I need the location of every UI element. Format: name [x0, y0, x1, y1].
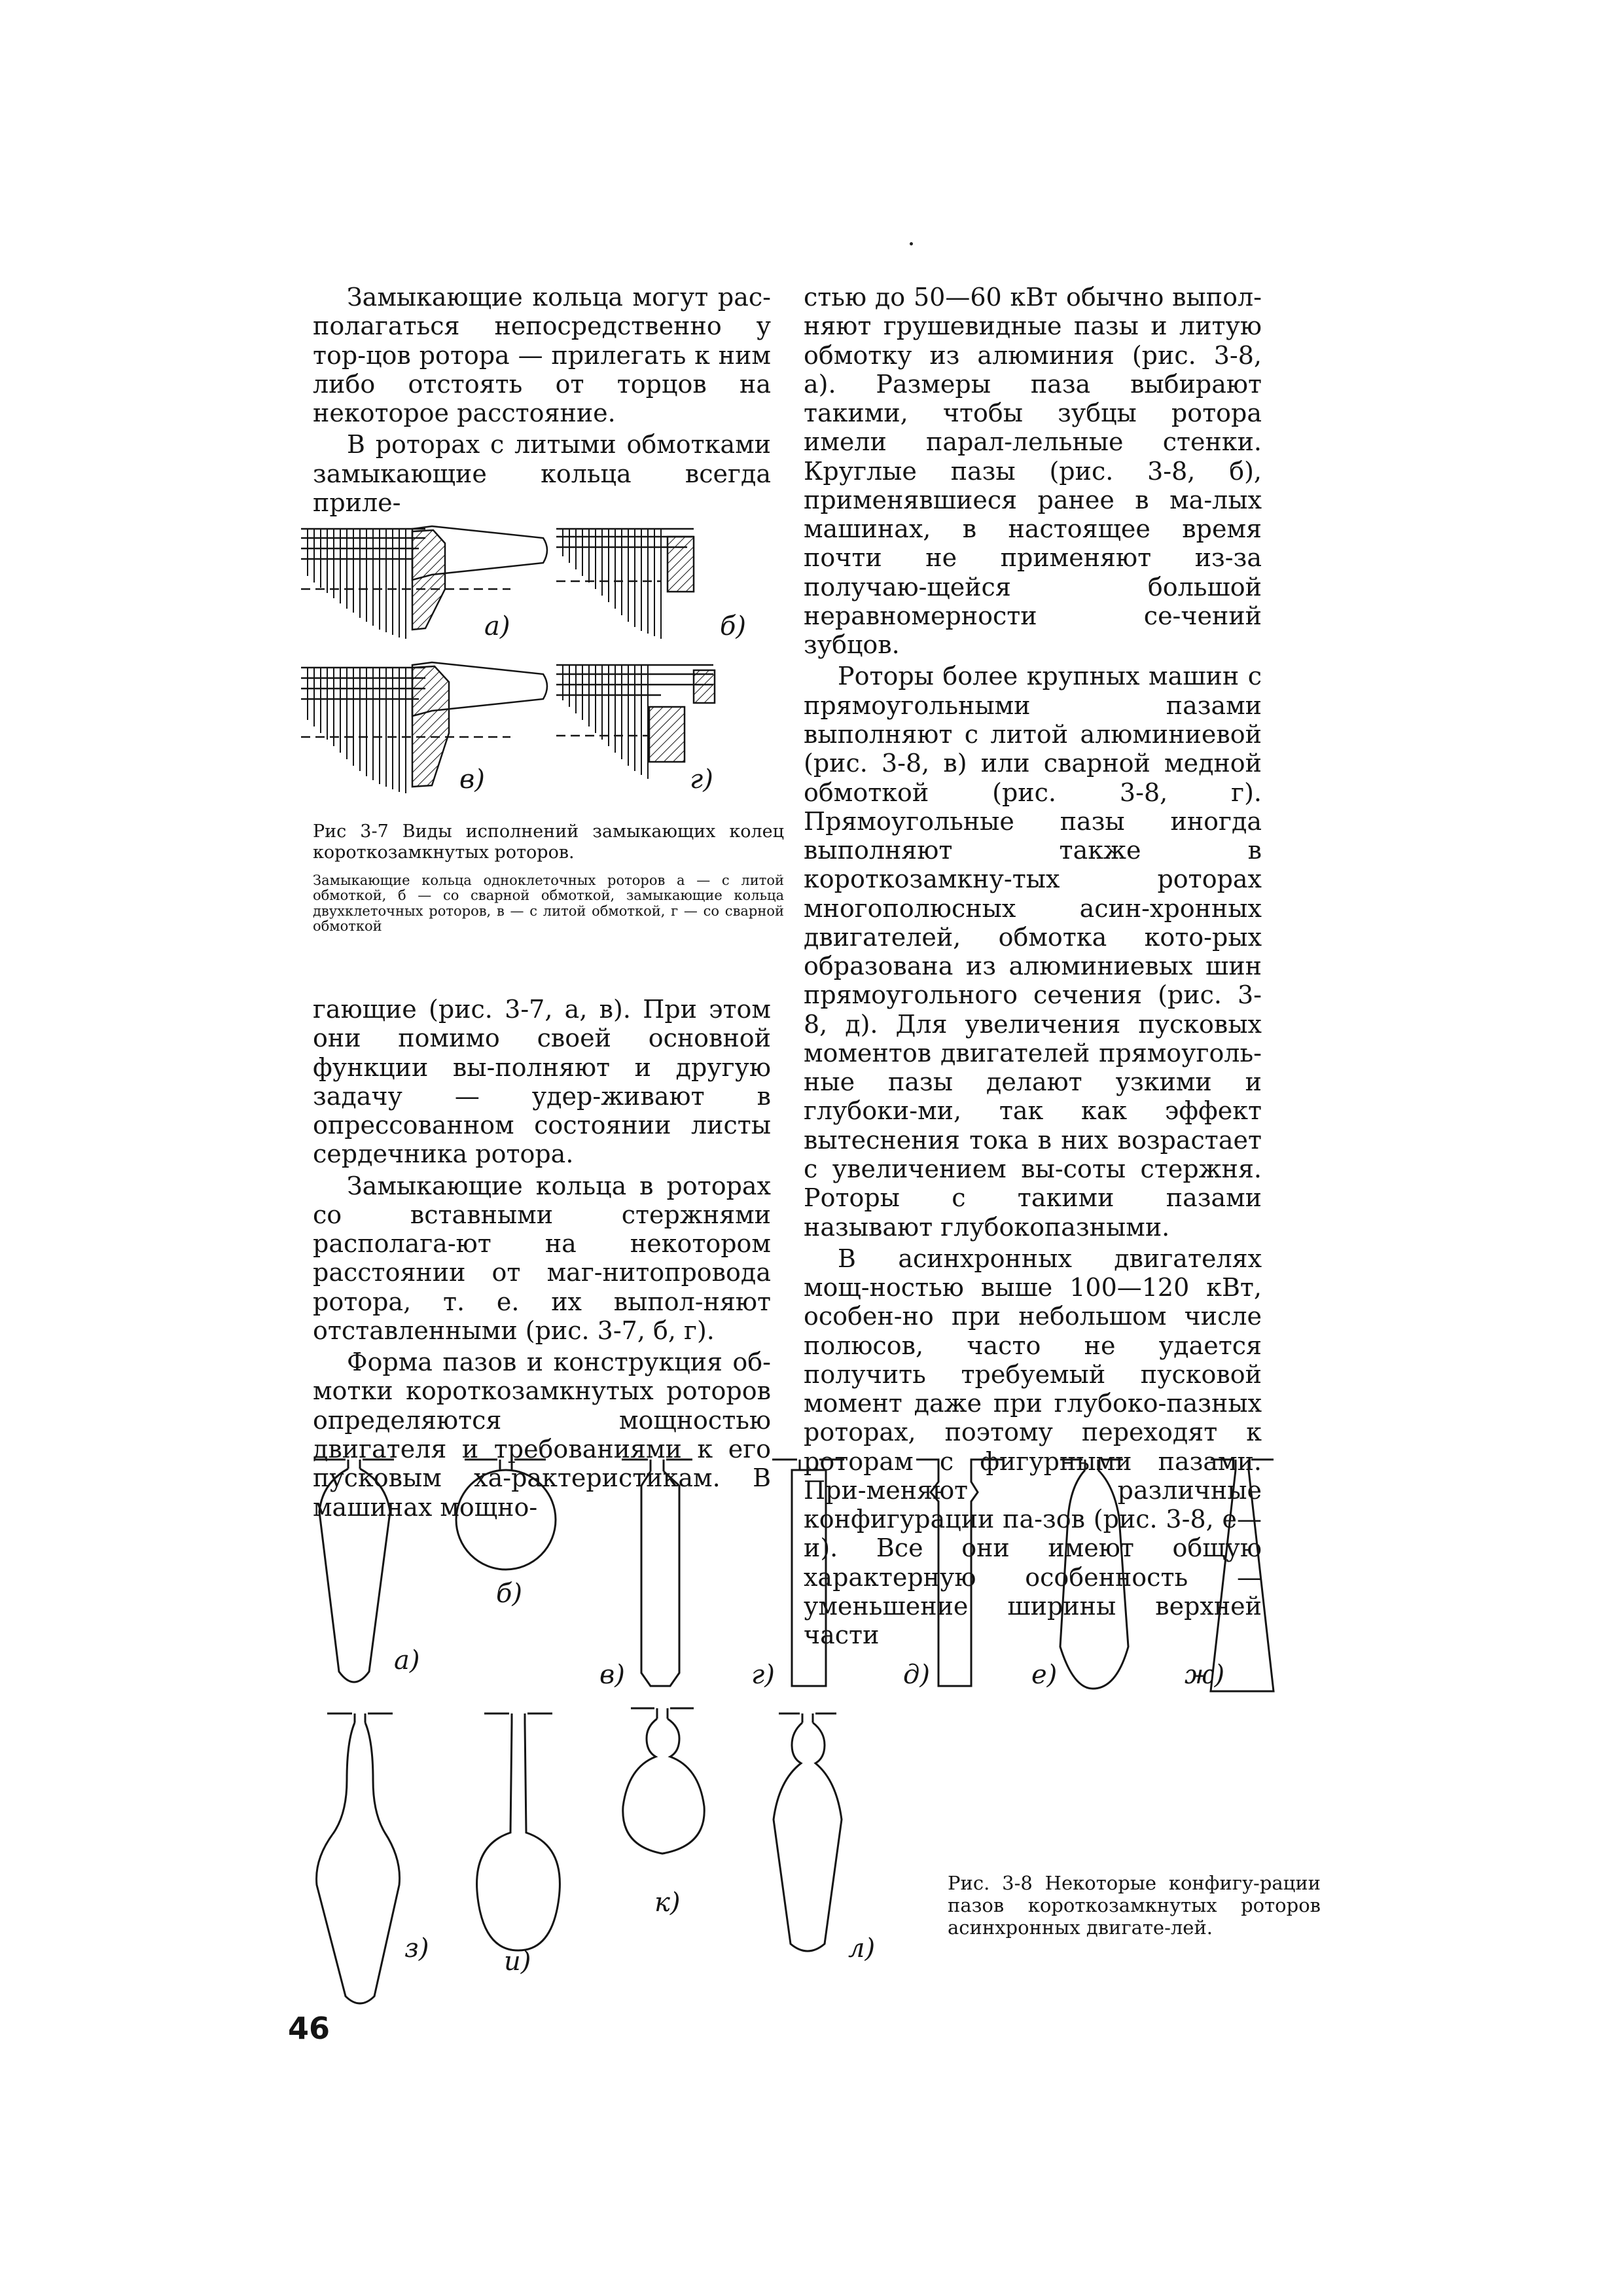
paragraph: В роторах с литыми обмотками замыкающие кольца всегда приле- [313, 430, 771, 517]
label-a: а) [394, 1645, 420, 1676]
label-b: б) [720, 611, 747, 641]
label-v: в) [599, 1660, 625, 1690]
stray-dot [910, 242, 913, 245]
diagram-a [301, 526, 547, 639]
slot-a [314, 1460, 394, 1682]
slot-b [456, 1460, 556, 1570]
left-column-top [313, 283, 771, 517]
paragraph: Замыкающие кольца в роторах со вставными стержнями располага-ют на некотором расстоянии от маг-нитопровода ротора, т. е. их выпол-няют отставленными (рис. 3-7, б, г). [313, 1171, 771, 1345]
diagram-b [556, 529, 694, 639]
page-number: 46 [288, 2011, 330, 2046]
slot-k [623, 1708, 704, 1854]
paragraph: В асинхронных двигателях мощ-ностью выше 100—120 кВт, особен-но при небольшом числе полюсов, часто не удается получить требуемый пусковой момент даже при глубоко-пазных роторах, поэтому переходят к роторам с фигурными пазами. При-меняют различные конфигурации па-зов (рис. 3-8, е—и). Все они имеют общую характерную особенность — уменьшение ширины верхней части [804, 1244, 1262, 1650]
label-a: а) [484, 611, 510, 641]
label-e: е) [1031, 1660, 1058, 1690]
diagram-v [301, 662, 547, 793]
caption-note: Замыкающие кольца одноклеточных роторов а — с литой обмоткой, б — со сварной обмоткой, замыкающие кольца двухклеточных роторов, в — с литой обмоткой, г — со сварной обмоткой [313, 872, 784, 935]
paragraph: стью до 50—60 кВт обычно выпол-няют грушевидные пазы и литую обмотку из алюминия (рис. 3-8, а). Размеры паза выбирают такими, чтобы зубцы ротора имели парал-лельные стенки. Круглые пазы (рис. 3-8, б), применявшиеся ранее в ма-лых машинах, в настоящее время почти не применяют из-за получаю-щейся большой неравномерности се-чений зубцов. [804, 283, 1262, 660]
diagram-g [556, 665, 715, 779]
slot-d [916, 1460, 1003, 1686]
paragraph: гающие (рис. 3-7, а, в). При этом они помимо своей основной функции вы-полняют и другую задачу — удер-живают в опрессованном состоянии листы сердечника ротора. [313, 995, 771, 1169]
label-z: з) [404, 1933, 429, 1964]
label-l: л) [848, 1933, 876, 1964]
paragraph: Роторы более крупных машин с прямоугольными пазами выполняют с литой алюминиевой (рис. 3-8, в) или сварной медной обмоткой (рис. 3-8, г). Прямоугольные пазы иногда выполняют также в короткозамкну-тых роторах многополюсных асин-хронных двигателей, обмотка кото-рых образована из алюминиевых шин прямоугольного сечения (рис. 3-8, д). Для увеличения пусковых моментов двигателей прямоуголь-ные пазы делают узкими и глубоки-ми, так как эффект вытеснения тока в них возрастает с увеличением вы-соты стержня. Роторы с такими пазами называют глубокопазными. [804, 662, 1262, 1242]
slot-i [477, 1713, 560, 1950]
label-v: в) [459, 764, 485, 795]
figure-3-8-caption: Рис. 3-8 Некоторые конфигу-рации пазов короткозамкнутых роторов асинхронных двигате-лей. [948, 1872, 1321, 1939]
slot-zh [1211, 1460, 1274, 1691]
figure-3-7-caption [313, 821, 784, 935]
label-b: б) [496, 1579, 523, 1609]
label-zh: ж) [1185, 1660, 1225, 1690]
slot-g [772, 1460, 844, 1686]
paragraph: Форма пазов и конструкция об-мотки короткозамкнутых роторов определяются мощностью двигателя и требованиями к его пусковым ха-рактеристикам. В машинах мощно- [313, 1348, 771, 1522]
slot-l [774, 1713, 842, 1951]
paragraph: Замыкающие кольца могут рас-полагаться непосредственно у тор-цов ротора — прилегать к ним либо отстоять от торцов на некоторое расстояние. [313, 283, 771, 428]
slot-v [622, 1460, 692, 1686]
label-i: и) [504, 1946, 531, 1977]
label-g: г) [690, 764, 713, 795]
label-g: г) [751, 1660, 775, 1690]
figure-3-7 [294, 511, 792, 825]
slot-e [1060, 1460, 1128, 1689]
label-k: к) [654, 1888, 681, 1918]
label-d: д) [903, 1660, 930, 1690]
slot-z [317, 1713, 400, 2003]
caption-title: Рис 3-7 Виды исполнений замыкающих колец короткозамкнутых роторов. [313, 821, 784, 863]
